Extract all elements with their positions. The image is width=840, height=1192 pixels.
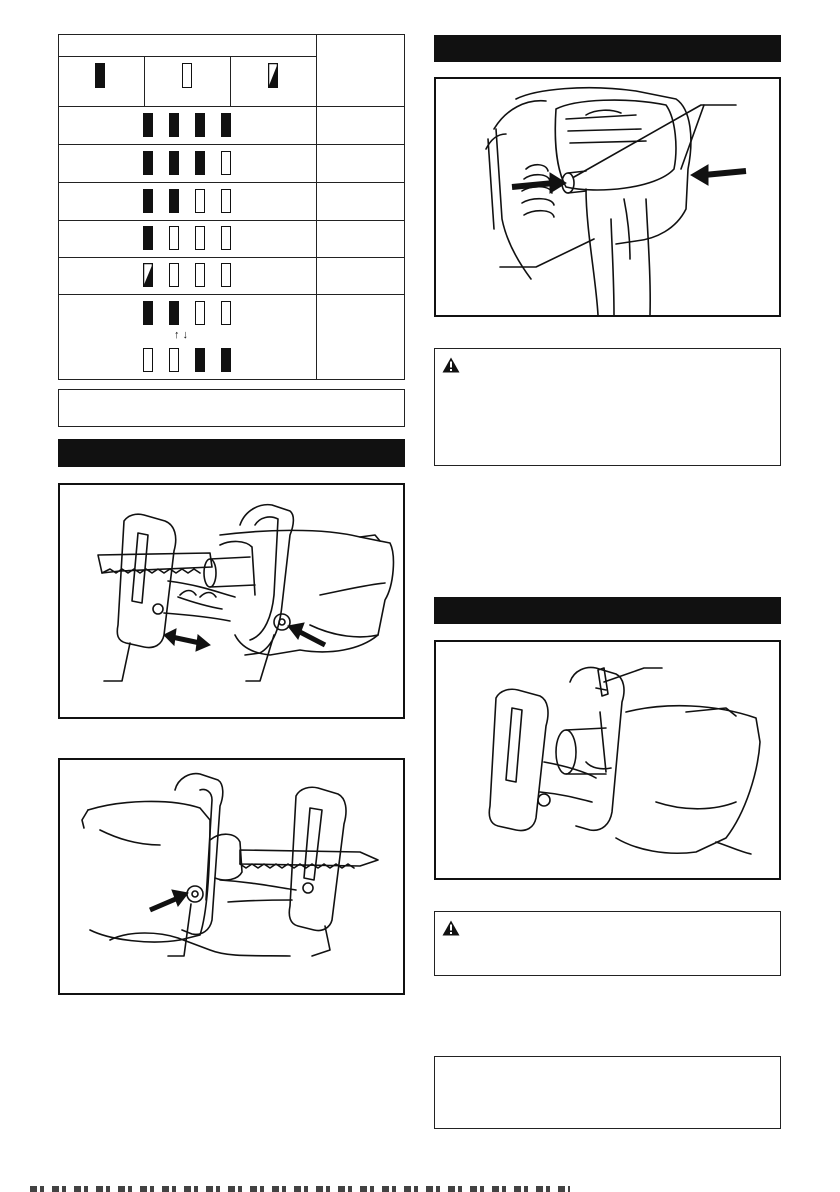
- note-box: [434, 1056, 781, 1129]
- warning-triangle-icon: [442, 357, 460, 373]
- cropped-text-line: [30, 1186, 570, 1192]
- alternating-arrows: ↑ ↓: [174, 329, 189, 341]
- warning-box: [434, 911, 781, 976]
- section-header-bar: [434, 35, 781, 62]
- blinking-lamp-icon: [268, 63, 278, 88]
- warning-box: [434, 348, 781, 466]
- figure-blade-clamp: [434, 640, 781, 880]
- lit-lamp-icon: [95, 63, 105, 88]
- off-lamp-icon: [182, 63, 192, 88]
- figure-shoe-adjustment: [58, 483, 405, 719]
- warning-triangle-icon: [442, 920, 460, 936]
- section-header-bar: [434, 597, 781, 624]
- figure-switch-lock: [434, 77, 781, 317]
- note-box: [58, 389, 405, 427]
- section-header-bar: [58, 439, 405, 467]
- figure-shoe-adjustment-reverse: [58, 758, 405, 995]
